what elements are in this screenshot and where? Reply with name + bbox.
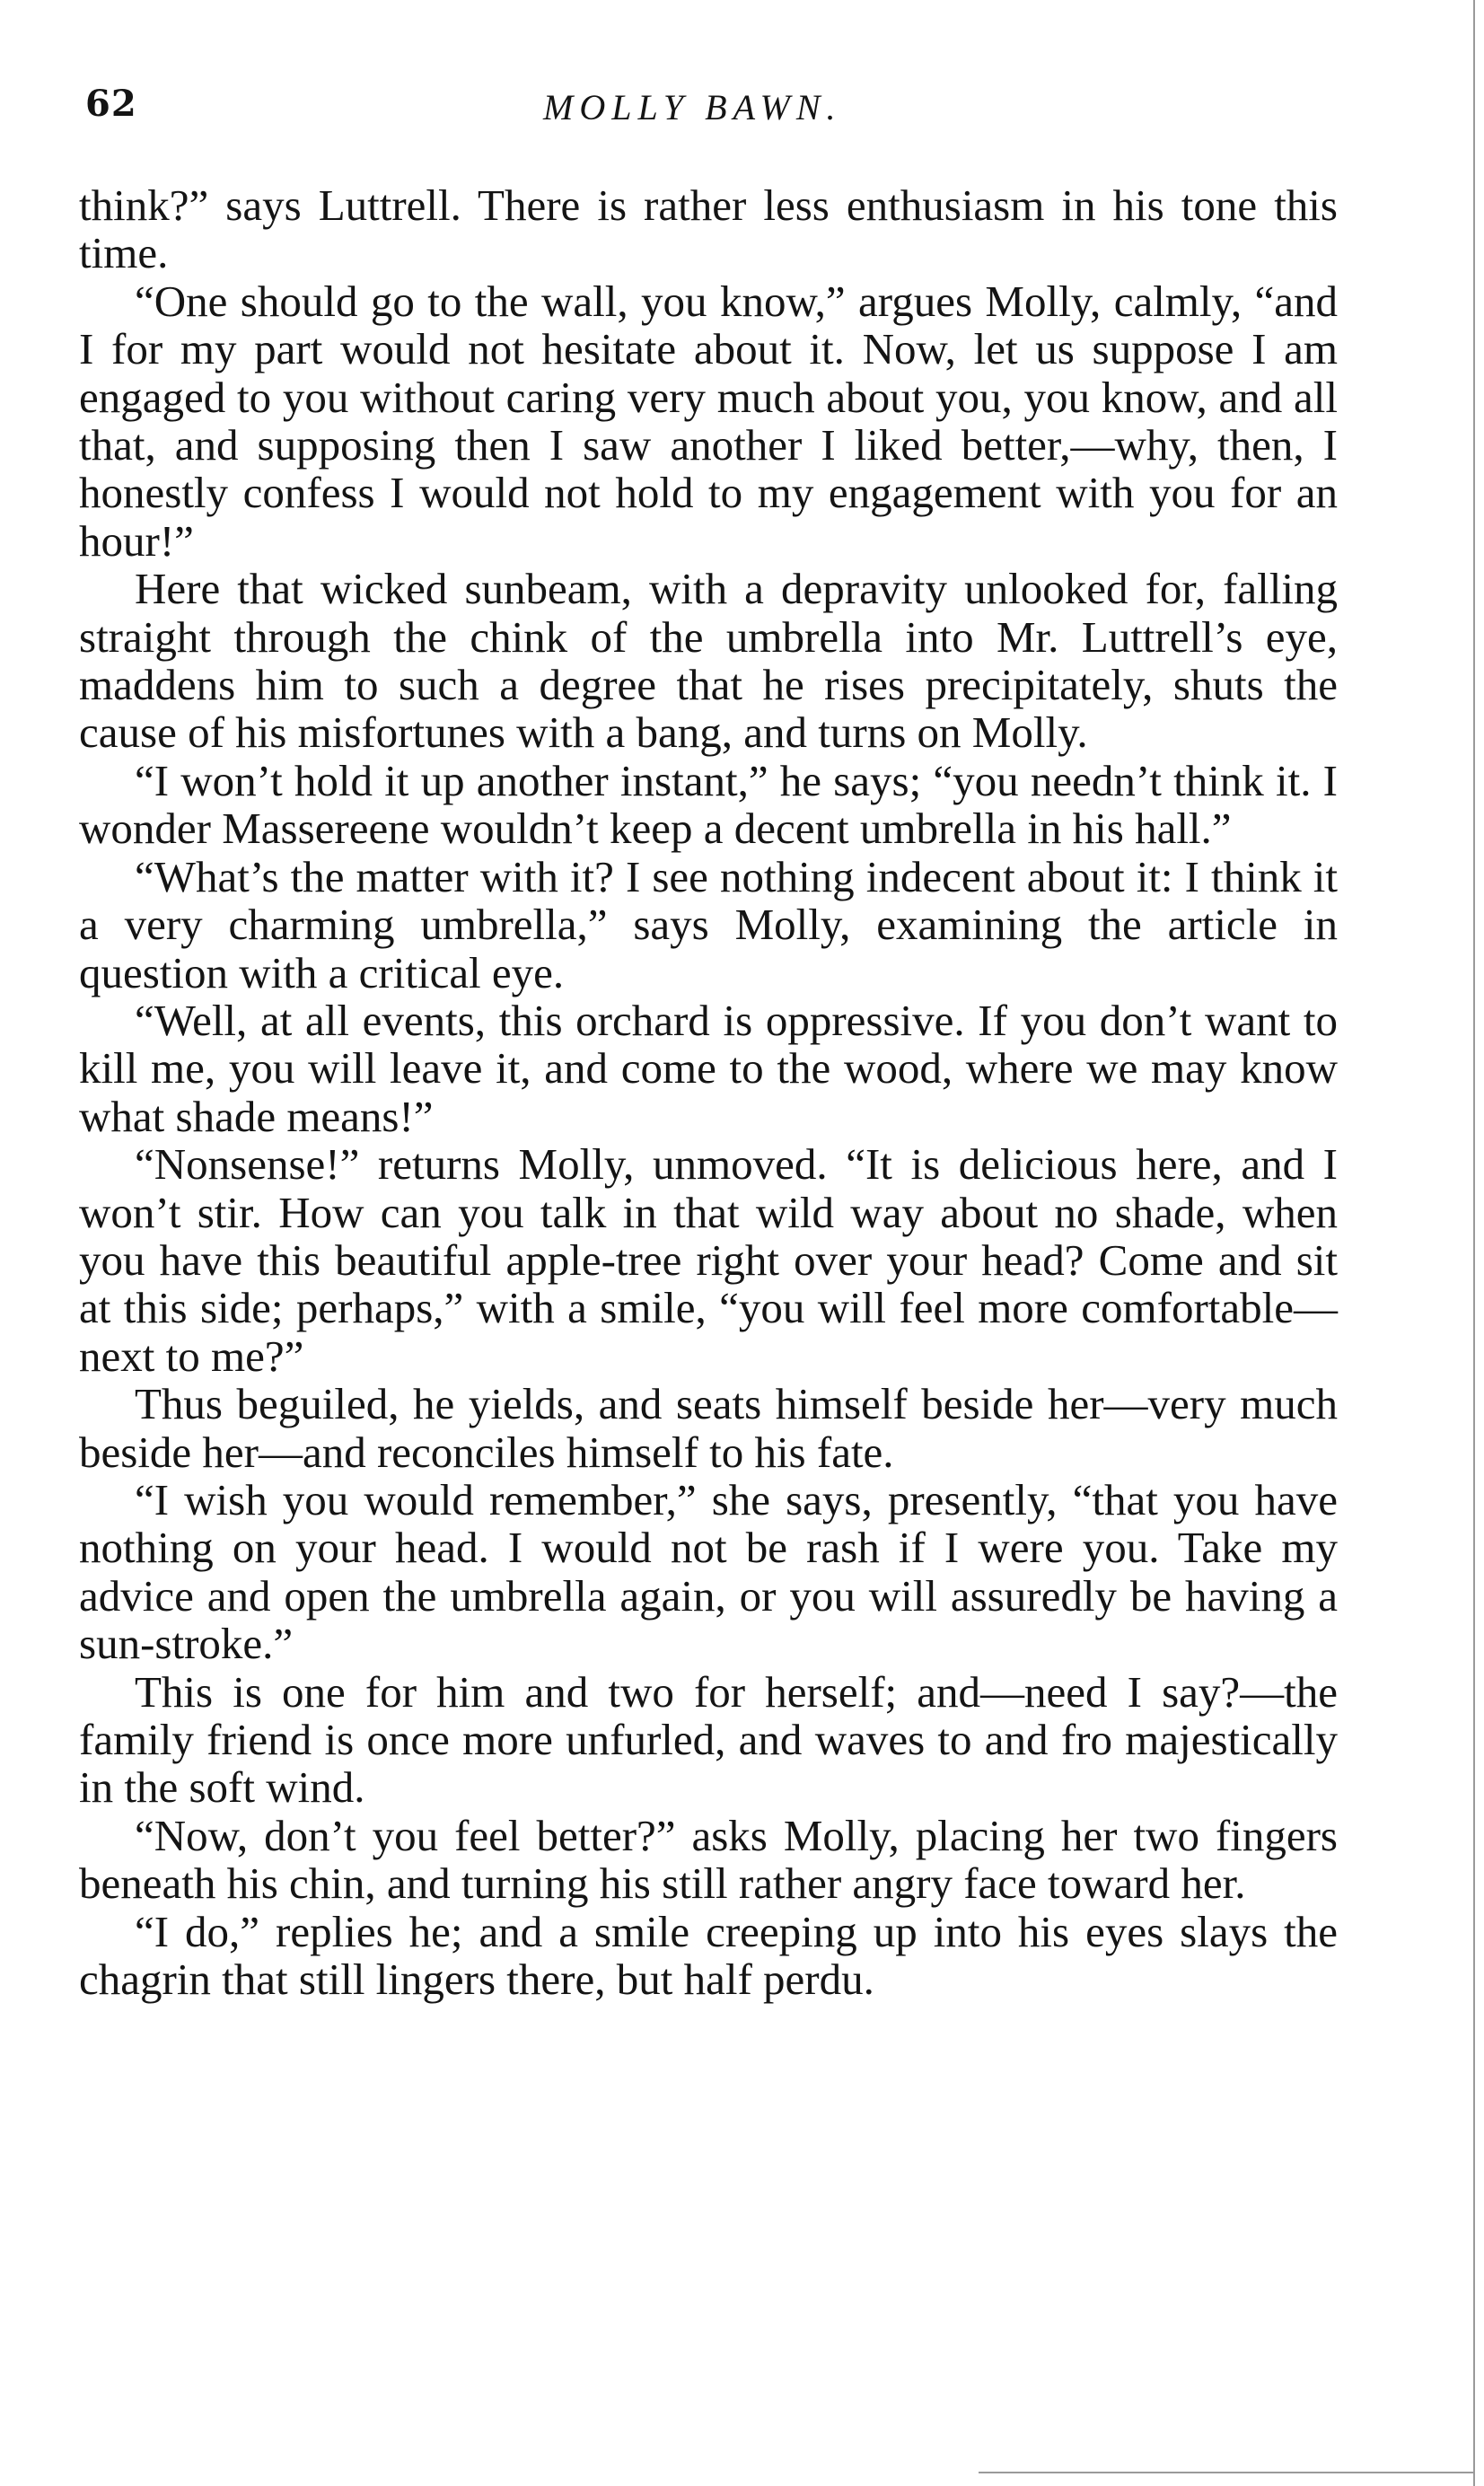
paragraph: think?” says Luttrell. There is rather less enthusiasm in his tone this time. bbox=[79, 180, 1338, 278]
body-text bbox=[79, 181, 1338, 2003]
paragraph: “Now, don’t you feel better?” asks Molly, placing her two fingers beneath his chin, and turning his still rather angry face toward her. bbox=[79, 1810, 1338, 1909]
page-number: 62 bbox=[85, 83, 137, 125]
paragraph: Thus beguiled, he yields, and seats himself beside her—very much beside her—and reconciles himself to his fate. bbox=[79, 1379, 1338, 1477]
paragraph: “Well, at all events, this orchard is oppressive. If you don’t want to kill me, you will leave it, and come to the wood, where we may know what shade means!” bbox=[79, 995, 1338, 1141]
page-edge-line bbox=[1473, 0, 1475, 2486]
paragraph: “I wish you would remember,” she says, presently, “that you have nothing on your head. I would not be rash if I were you. Take my advice and open the umbrella again, or you will assuredly be having a sun-stroke.” bbox=[79, 1474, 1338, 1669]
paragraph: “Nonsense!” returns Molly, unmoved. “It is delicious here, and I won’t stir. How can you talk in that wild way about no shade, when you have this beautiful apple-tree right over your head? Come and sit at this side; perhaps,” with a smile, “you will feel more comfortable—next to me?” bbox=[79, 1139, 1338, 1381]
paragraph: “One should go to the wall, you know,” argues Molly, calmly, “and I for my part would not hesitate about it. Now, let us suppose I am engaged to you without caring very much about you, you know, and all that, and supposing then I saw another I liked better,—why, then, I honestly confess I would not hold to my engagement with you for an hour!” bbox=[79, 276, 1338, 566]
paragraph: “I won’t hold it up another instant,” he says; “you needn’t think it. I wonder Massereene wouldn’t keep a decent umbrella in his hall.” bbox=[79, 755, 1338, 854]
paragraph: This is one for him and two for herself; and—need I say?—the family friend is once more unfurled, and waves to and fro majestically in the soft wind. bbox=[79, 1666, 1338, 1813]
paragraph: Here that wicked sunbeam, with a depravity unlooked for, falling straight through the chink of the umbrella into Mr. Luttrell’s eye, maddens him to such a degree that he rises precipitately, shuts the cause of his misfortunes with a bang, and turns on Molly. bbox=[79, 564, 1338, 758]
page-header bbox=[85, 83, 1342, 145]
paragraph: “I do,” replies he; and a smile creeping up into his eyes slays the chagrin that still lingers there, but half perdu. bbox=[79, 1906, 1338, 2005]
running-title: MOLLY BAWN. bbox=[543, 87, 842, 127]
page-corner-line bbox=[979, 2472, 1475, 2473]
paragraph: “What’s the matter with it? I see nothing indecent about it: I think it a very charming umbrella,” says Molly, examining the article in question with a critical eye. bbox=[79, 851, 1338, 997]
